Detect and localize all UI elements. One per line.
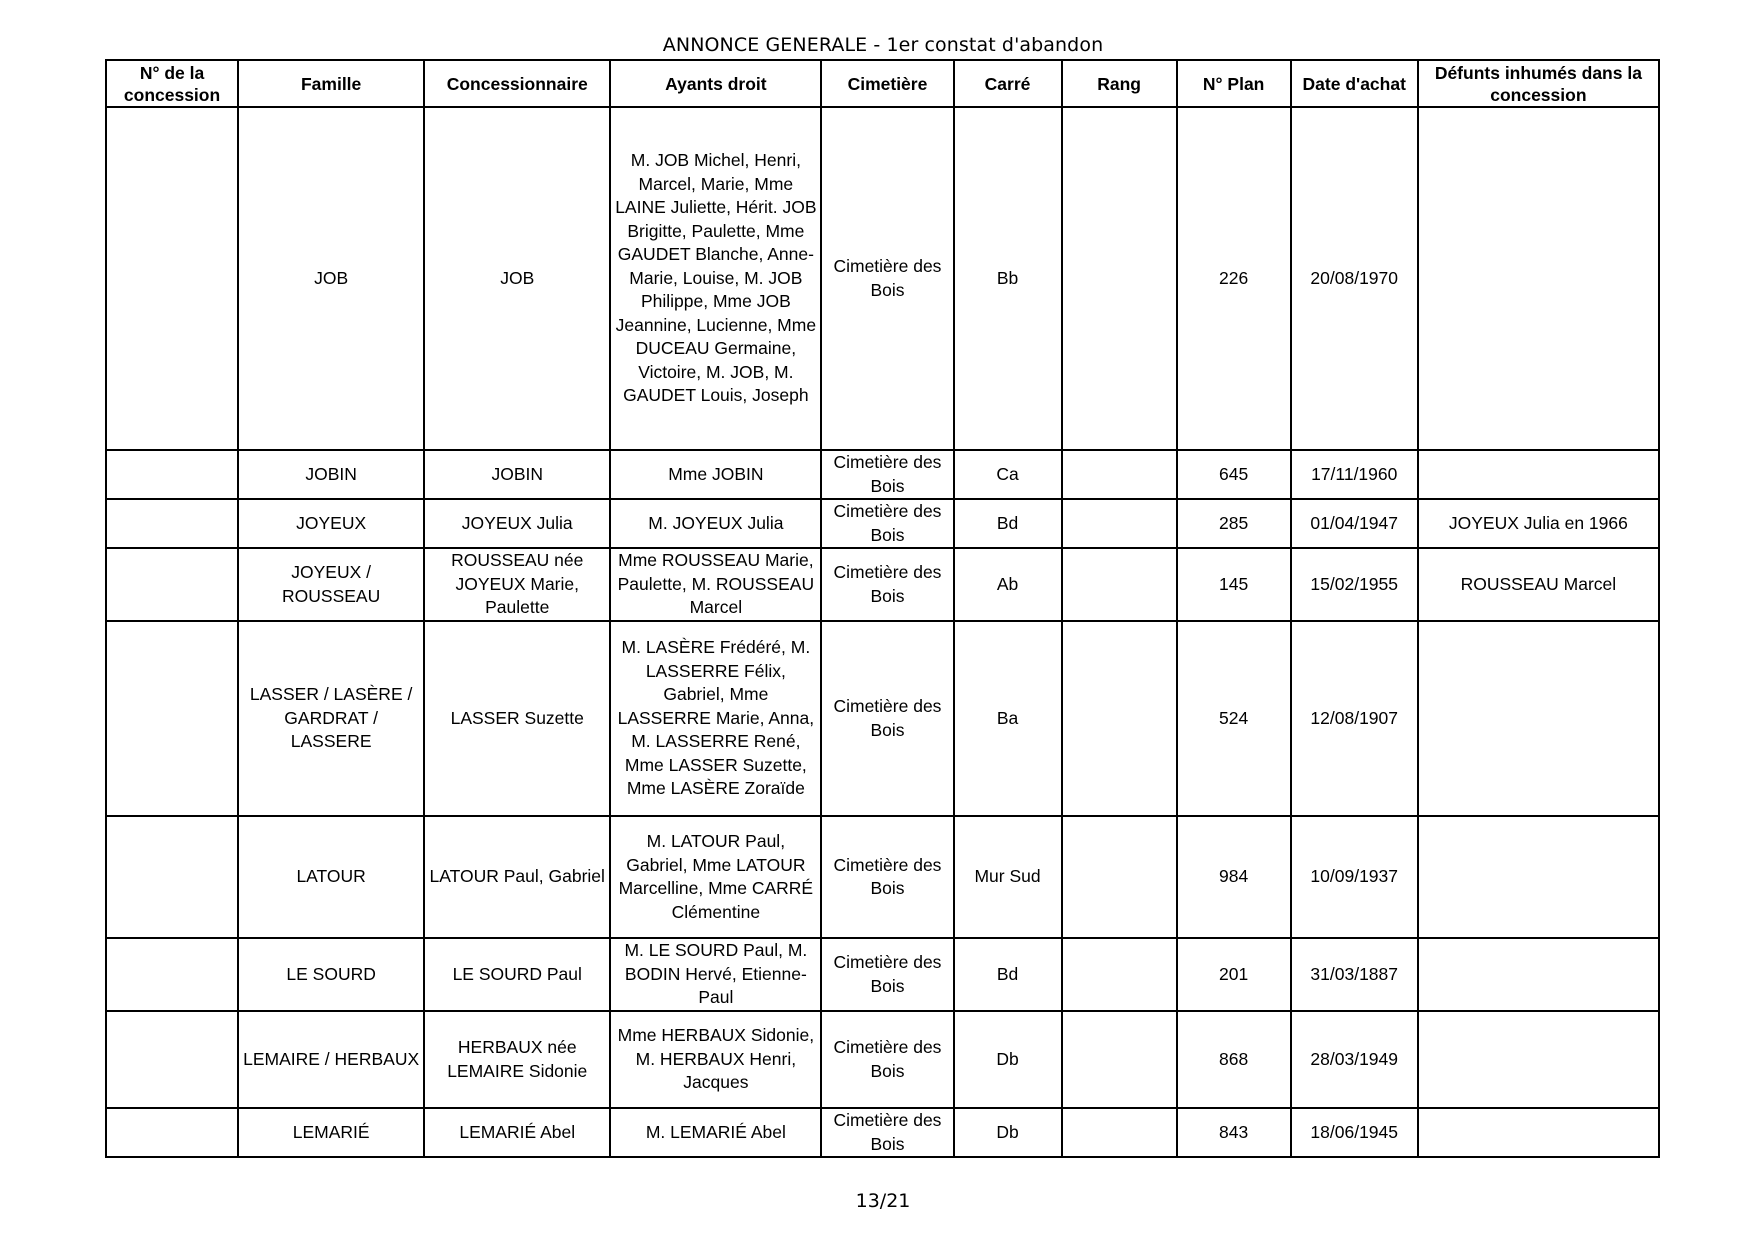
- cell-defunts: [1418, 450, 1659, 499]
- concessions-table: [105, 59, 1660, 1158]
- cell-defunts: [1418, 938, 1659, 1011]
- cell-rang: [1062, 938, 1177, 1011]
- cell-carre: Db: [954, 1108, 1062, 1157]
- cell-defunts: [1418, 621, 1659, 816]
- cell-cimetiere: Cimetière des Bois: [821, 450, 953, 499]
- cell-carre: Bb: [954, 107, 1062, 450]
- cell-famille: LATOUR: [238, 816, 424, 938]
- cell-defunts: JOYEUX Julia en 1966: [1418, 499, 1659, 548]
- document-title: ANNONCE GENERALE - 1er constat d'abandon: [662, 34, 1104, 56]
- cell-date-achat: 17/11/1960: [1291, 450, 1418, 499]
- cell-cimetiere: Cimetière des Bois: [821, 816, 953, 938]
- cell-ayants-droit: Mme HERBAUX Sidonie, M. HERBAUX Henri, Jacques: [610, 1011, 821, 1108]
- cell-ayants-droit: M. LATOUR Paul, Gabriel, Mme LATOUR Marcelline, Mme CARRÉ Clémentine: [610, 816, 821, 938]
- cell-famille: LE SOURD: [238, 938, 424, 1011]
- table-header-row: [106, 60, 1659, 107]
- cell-concessionnaire: JOBIN: [424, 450, 610, 499]
- column-header-date-achat: Date d'achat: [1291, 60, 1418, 107]
- cell-date-achat: 10/09/1937: [1291, 816, 1418, 938]
- cell-concessionnaire: JOB: [424, 107, 610, 450]
- cell-rang: [1062, 621, 1177, 816]
- cell-famille: JOBIN: [238, 450, 424, 499]
- cell-concessionnaire: LASSER Suzette: [424, 621, 610, 816]
- cell-numero: [106, 621, 238, 816]
- cell-famille: JOYEUX / ROUSSEAU: [238, 548, 424, 621]
- table-row: [106, 548, 1659, 621]
- cell-cimetiere: Cimetière des Bois: [821, 1108, 953, 1157]
- cell-cimetiere: Cimetière des Bois: [821, 499, 953, 548]
- cell-defunts: [1418, 816, 1659, 938]
- table-row: [106, 938, 1659, 1011]
- cell-date-achat: 18/06/1945: [1291, 1108, 1418, 1157]
- cell-ayants-droit: M. LE SOURD Paul, M. BODIN Hervé, Etienne-Paul: [610, 938, 821, 1011]
- table-row: [106, 1011, 1659, 1108]
- cell-cimetiere: Cimetière des Bois: [821, 938, 953, 1011]
- cell-concessionnaire: ROUSSEAU née JOYEUX Marie, Paulette: [424, 548, 610, 621]
- cell-numero: [106, 816, 238, 938]
- cell-carre: Mur Sud: [954, 816, 1062, 938]
- cell-plan: 984: [1177, 816, 1291, 938]
- cell-date-achat: 12/08/1907: [1291, 621, 1418, 816]
- cell-date-achat: 20/08/1970: [1291, 107, 1418, 450]
- cell-ayants-droit: M. JOB Michel, Henri, Marcel, Marie, Mme LAINE Juliette, Hérit. JOB Brigitte, Paulette, Mme GAUDET Blanche, Anne-Marie, Louise, M. JOB Philippe, Mme JOB Jeannine, Lucienne, Mme DUCEAU Germaine, Victoire, M. JOB, M. GAUDET Louis, Joseph: [610, 107, 821, 450]
- cell-plan: 843: [1177, 1108, 1291, 1157]
- cell-carre: Ba: [954, 621, 1062, 816]
- cell-date-achat: 15/02/1955: [1291, 548, 1418, 621]
- table-row: [106, 499, 1659, 548]
- table-row: [106, 1108, 1659, 1157]
- cell-defunts: [1418, 107, 1659, 450]
- cell-rang: [1062, 107, 1177, 450]
- cell-plan: 226: [1177, 107, 1291, 450]
- cell-numero: [106, 548, 238, 621]
- cell-defunts: [1418, 1108, 1659, 1157]
- cell-numero: [106, 1011, 238, 1108]
- cell-numero: [106, 938, 238, 1011]
- column-header-rang: Rang: [1062, 60, 1177, 107]
- cell-date-achat: 31/03/1887: [1291, 938, 1418, 1011]
- cell-ayants-droit: Mme ROUSSEAU Marie, Paulette, M. ROUSSEAU Marcel: [610, 548, 821, 621]
- cell-cimetiere: Cimetière des Bois: [821, 621, 953, 816]
- cell-famille: JOB: [238, 107, 424, 450]
- cell-rang: [1062, 1108, 1177, 1157]
- cell-date-achat: 01/04/1947: [1291, 499, 1418, 548]
- cell-rang: [1062, 1011, 1177, 1108]
- cell-date-achat: 28/03/1949: [1291, 1011, 1418, 1108]
- cell-numero: [106, 107, 238, 450]
- cell-numero: [106, 1108, 238, 1157]
- cell-concessionnaire: LATOUR Paul, Gabriel: [424, 816, 610, 938]
- cell-ayants-droit: M. LEMARIÉ Abel: [610, 1108, 821, 1157]
- cell-famille: JOYEUX: [238, 499, 424, 548]
- cell-plan: 868: [1177, 1011, 1291, 1108]
- cell-plan: 285: [1177, 499, 1291, 548]
- column-header-numero: N° de la concession: [106, 60, 238, 107]
- cell-rang: [1062, 548, 1177, 621]
- cell-plan: 524: [1177, 621, 1291, 816]
- cell-plan: 645: [1177, 450, 1291, 499]
- table-row: [106, 107, 1659, 450]
- cell-cimetiere: Cimetière des Bois: [821, 548, 953, 621]
- page-number: 13/21: [855, 1190, 911, 1212]
- cell-defunts: [1418, 1011, 1659, 1108]
- cell-famille: LEMARIÉ: [238, 1108, 424, 1157]
- column-header-concessionnaire: Concessionnaire: [424, 60, 610, 107]
- cell-carre: Ca: [954, 450, 1062, 499]
- cell-plan: 145: [1177, 548, 1291, 621]
- cell-ayants-droit: Mme JOBIN: [610, 450, 821, 499]
- cell-numero: [106, 499, 238, 548]
- cell-concessionnaire: LE SOURD Paul: [424, 938, 610, 1011]
- column-header-carre: Carré: [954, 60, 1062, 107]
- cell-carre: Bd: [954, 938, 1062, 1011]
- column-header-famille: Famille: [238, 60, 424, 107]
- cell-carre: Bd: [954, 499, 1062, 548]
- cell-plan: 201: [1177, 938, 1291, 1011]
- cell-ayants-droit: M. LASÈRE Frédéré, M. LASSERRE Félix, Gabriel, Mme LASSERRE Marie, Anna, M. LASSERRE René, Mme LASSER Suzette, Mme LASÈRE Zoraïde: [610, 621, 821, 816]
- column-header-ayants-droit: Ayants droit: [610, 60, 821, 107]
- cell-concessionnaire: LEMARIÉ Abel: [424, 1108, 610, 1157]
- column-header-cimetiere: Cimetière: [821, 60, 953, 107]
- cell-rang: [1062, 816, 1177, 938]
- cell-concessionnaire: HERBAUX née LEMAIRE Sidonie: [424, 1011, 610, 1108]
- cell-famille: LASSER / LASÈRE / GARDRAT / LASSERE: [238, 621, 424, 816]
- cell-famille: LEMAIRE / HERBAUX: [238, 1011, 424, 1108]
- cell-defunts: ROUSSEAU Marcel: [1418, 548, 1659, 621]
- cell-concessionnaire: JOYEUX Julia: [424, 499, 610, 548]
- cell-carre: Ab: [954, 548, 1062, 621]
- cell-ayants-droit: M. JOYEUX Julia: [610, 499, 821, 548]
- column-header-plan: N° Plan: [1177, 60, 1291, 107]
- column-header-defunts: Défunts inhumés dans la concession: [1418, 60, 1659, 107]
- cell-numero: [106, 450, 238, 499]
- cell-carre: Db: [954, 1011, 1062, 1108]
- cell-rang: [1062, 450, 1177, 499]
- cell-cimetiere: Cimetière des Bois: [821, 107, 953, 450]
- table-row: [106, 621, 1659, 816]
- table-row: [106, 450, 1659, 499]
- cell-cimetiere: Cimetière des Bois: [821, 1011, 953, 1108]
- cell-rang: [1062, 499, 1177, 548]
- table-row: [106, 816, 1659, 938]
